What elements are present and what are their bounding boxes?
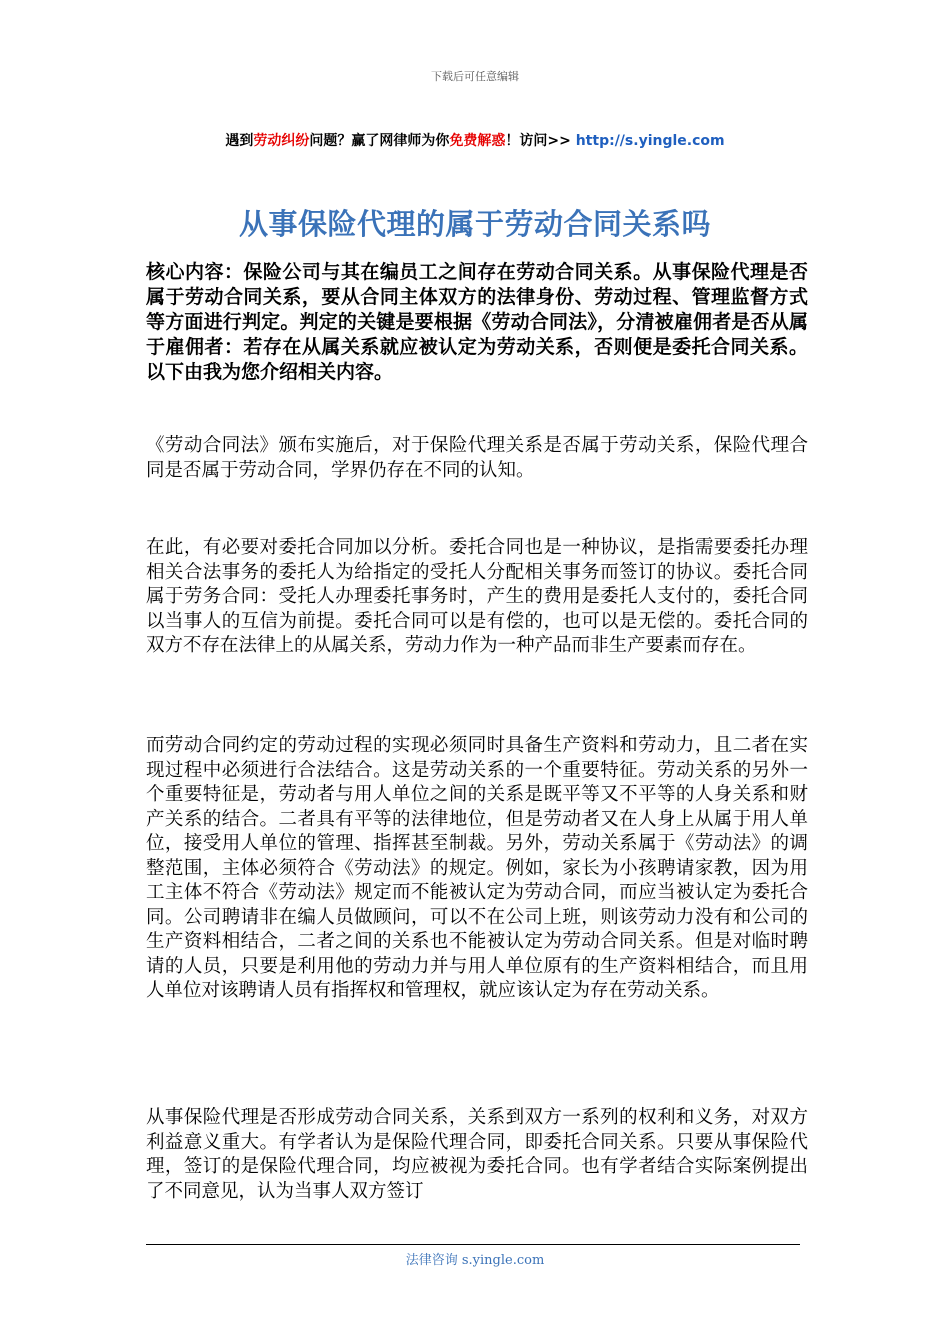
promo-text: 遇到 bbox=[225, 133, 254, 149]
core-summary: 核心内容：保险公司与其在编员工之间存在劳动合同关系。从事保险代理是否属于劳动合同关系，要从合同主体双方的法律身份、劳动过程、管理监督方式等方面进行判定。判定的关键是要根据《劳动合同法》，分清被雇佣者是否从属于雇佣者：若存在从属关系就应被认定为劳动关系，否则便是委托合同关系。以下由我为您介绍相关内容。 bbox=[146, 261, 808, 383]
paragraph-2: 在此，有必要对委托合同加以分析。委托合同也是一种协议，是指需要委托办理相关合法事务的委托人为给指定的受托人分配相关事务而签订的协议。委托合同属于劳务合同：受托人办理委托事务时，产生的费用是委托人支付的，委托合同以当事人的互信为前提。委托合同可以是有偿的，也可以是无偿的。委托合同的双方不存在法律上的从属关系，劳动力作为一种产品而非生产要素而存在。 bbox=[146, 537, 808, 656]
paragraph-4: 从事保险代理是否形成劳动合同关系，关系到双方一系列的权利和义务，对双方利益意义重大。有学者认为是保险代理合同，即委托合同关系。只要从事保险代理，签订的是保险代理合同，均应被视为委托合同。也有学者结合实际案例提出了不同意见，认为当事人双方签订 bbox=[146, 1107, 808, 1202]
footer-divider bbox=[146, 1244, 800, 1245]
article-title: 从事保险代理的属于劳动合同关系吗 bbox=[238, 207, 711, 241]
paragraph-1: 《劳动合同法》颁布实施后，对于保险代理关系是否属于劳动关系，保险代理合同是否属于劳动合同，学界仍存在不同的认知。 bbox=[146, 435, 808, 481]
promo-highlight-labor-dispute: 劳动纠纷 bbox=[253, 133, 310, 149]
promo-highlight-free: 免费解惑 bbox=[449, 133, 506, 149]
footer-link[interactable]: 法律咨询 s.yingle.com bbox=[405, 1253, 545, 1268]
promo-banner bbox=[0, 130, 950, 150]
promo-text: 问题？赢了网律师为你 bbox=[309, 133, 450, 149]
download-note: 下载后可任意编辑 bbox=[431, 70, 519, 83]
promo-link[interactable]: http://s.yingle.com bbox=[575, 133, 725, 149]
promo-text: ！访问>> bbox=[505, 133, 576, 149]
paragraph-3: 而劳动合同约定的劳动过程的实现必须同时具备生产资料和劳动力，且二者在实现过程中必须进行合法结合。这是劳动关系的一个重要特征。劳动关系的另外一个重要特征是，劳动者与用人单位之间的关系是既平等又不平等的人身关系和财产关系的结合。二者具有平等的法律地位，但是劳动者又在人身上从属于用人单位，接受用人单位的管理、指挥甚至制裁。另外，劳动关系属于《劳动法》的调整范围，主体必须符合《劳动法》的规定。例如，家长为小孩聘请家教，因为用工主体不符合《劳动法》规定而不能被认定为劳动合同，而应当被认定为委托合同。公司聘请非在编人员做顾问，可以不在公司上班，则该劳动力没有和公司的生产资料相结合，二者之间的关系也不能被认定为劳动合同关系。但是对临时聘请的人员，只要是利用他的劳动力并与用人单位原有的生产资料相结合，而且用人单位对该聘请人员有指挥权和管理权，就应该认定为存在劳动关系。 bbox=[146, 735, 808, 1001]
